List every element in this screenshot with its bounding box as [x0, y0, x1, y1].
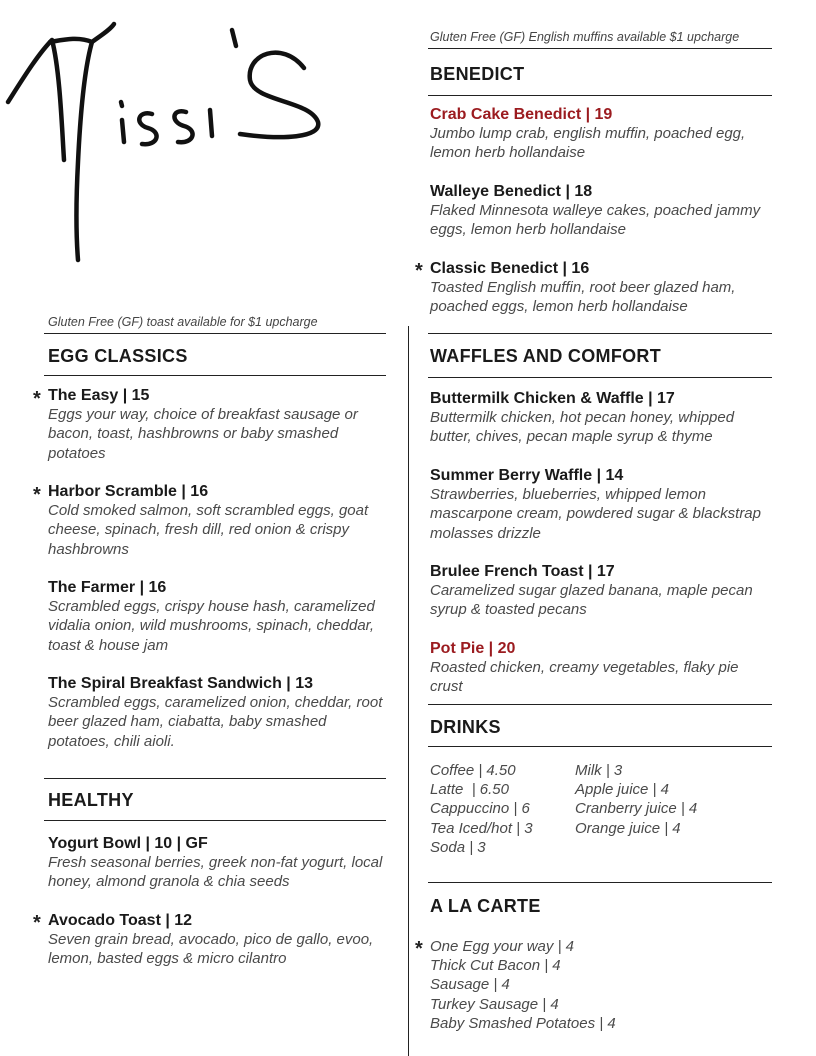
menu-item	[430, 466, 772, 543]
menu-item-title: Yogurt Bowl | 10 | GF	[48, 835, 208, 852]
a-la-carte-list	[430, 937, 616, 1033]
drink-item: Milk | 3	[575, 762, 623, 779]
drink-item: Apple juice | 4	[575, 781, 669, 799]
a-la-carte-item: Sausage | 4	[430, 976, 510, 994]
divider	[44, 333, 386, 334]
menu-item-title: Buttermilk Chicken & Waffle | 17	[430, 390, 675, 407]
menu-item-description: Cold smoked salmon, soft scrambled eggs, goat cheese, spinach, fresh dill, red onion & crispy hashbrowns	[48, 502, 369, 558]
menu-item-description: Toasted English muffin, root beer glazed ham, poached eggs, lemon herb hollandaise	[430, 279, 736, 316]
divider	[44, 778, 386, 779]
menu-item-description: Caramelized sugar glazed banana, maple pecan syrup & toasted pecans	[430, 582, 753, 619]
divider	[44, 820, 386, 821]
drinks-list-left	[430, 761, 533, 857]
menu-item-description: Roasted chicken, creamy vegetables, flaky pie crust	[430, 659, 739, 696]
drinks-list-right	[575, 761, 697, 838]
a-la-carte-item: Baby Smashed Potatoes | 4	[430, 1014, 616, 1032]
menu-item	[48, 386, 386, 463]
menu-item	[430, 182, 772, 240]
menu-item-title: Crab Cake Benedict | 19	[430, 106, 613, 123]
menu-item	[48, 482, 386, 559]
divider	[428, 746, 772, 747]
menu-item	[430, 105, 772, 163]
menu-item	[430, 562, 772, 620]
menu-item-description: Seven grain bread, avocado, pico de gallo, evoo, lemon, basted eggs & micro cilantro	[48, 931, 374, 968]
divider	[428, 333, 772, 334]
section-heading-egg-classics: EGG CLASSICS	[48, 346, 188, 366]
menu-item-description: Flaked Minnesota walleye cakes, poached jammy eggs, lemon herb hollandaise	[430, 202, 761, 239]
menu-item-description: Eggs your way, choice of breakfast sausage or bacon, toast, hashbrowns or baby smashed potatoes	[48, 406, 358, 462]
menu-item	[48, 834, 386, 892]
menu-item	[48, 674, 386, 751]
menu-item-description: Strawberries, blueberries, whipped lemon mascarpone cream, powdered sugar & blackstrap molasses drizzle	[430, 486, 761, 542]
column-divider	[408, 326, 409, 1056]
menu-item	[48, 578, 386, 655]
asterisk-marker: *	[415, 938, 423, 960]
menu-item-description: Scrambled eggs, caramelized onion, cheddar, root beer glazed ham, ciabatta, baby smashed potatoes, chili aioli.	[48, 694, 383, 750]
asterisk-marker: *	[33, 912, 41, 934]
menu-item	[430, 639, 772, 697]
menu-item-description: Buttermilk chicken, hot pecan honey, whipped butter, chives, pecan maple syrup & thyme	[430, 409, 735, 446]
menu-item-title: The Spiral Breakfast Sandwich | 13	[48, 675, 314, 692]
divider	[44, 375, 386, 376]
divider	[428, 704, 772, 705]
asterisk-marker: *	[33, 484, 41, 506]
section-heading-waffles: WAFFLES AND COMFORT	[430, 346, 662, 366]
a-la-carte-item: One Egg your way | 4	[430, 938, 574, 955]
section-heading-drinks: DRINKS	[430, 717, 501, 737]
a-la-carte-item: Thick Cut Bacon | 4	[430, 957, 561, 975]
menu-item-description: Jumbo lump crab, english muffin, poached egg, lemon herb hollandaise	[430, 125, 746, 162]
menu-item-title: Harbor Scramble | 16	[48, 483, 209, 500]
drink-item: Orange juice | 4	[575, 819, 681, 837]
drink-item: Cranberry juice | 4	[575, 800, 698, 818]
drink-item: Soda | 3	[430, 838, 486, 856]
divider	[428, 95, 772, 96]
menu-item-title: Pot Pie | 20	[430, 640, 516, 657]
section-heading-a-la-carte: A LA CARTE	[430, 896, 541, 916]
section-heading-benedict: BENEDICT	[430, 64, 525, 84]
drink-item: Cappuccino | 6	[430, 800, 530, 818]
menu-item-title: The Farmer | 16	[48, 579, 167, 596]
divider	[428, 377, 772, 378]
asterisk-marker: *	[415, 260, 423, 282]
menu-item	[430, 259, 772, 317]
menu-item-title: Walleye Benedict | 18	[430, 183, 593, 200]
menu-item-title: The Easy | 15	[48, 387, 150, 404]
divider	[428, 882, 772, 883]
menu-item-title: Brulee French Toast | 17	[430, 563, 615, 580]
menu-item	[48, 911, 386, 969]
asterisk-marker: *	[33, 388, 41, 410]
section-heading-healthy: HEALTHY	[48, 790, 134, 810]
missis-logo	[0, 10, 330, 270]
menu-item-title: Summer Berry Waffle | 14	[430, 467, 624, 484]
a-la-carte-item: Turkey Sausage | 4	[430, 995, 559, 1013]
menu-item-description: Fresh seasonal berries, greek non-fat yogurt, local honey, almond granola & chia seeds	[48, 854, 383, 891]
divider	[428, 48, 772, 49]
drink-item: Latte | 6.50	[430, 781, 509, 799]
drink-item: Tea Iced/hot | 3	[430, 819, 533, 837]
menu-item-title: Avocado Toast | 12	[48, 912, 193, 929]
menu-item-description: Scrambled eggs, crispy house hash, caramelized vidalia onion, wild mushrooms, spinach, cheddar, toast & house jam	[48, 598, 375, 654]
menu-item-title: Classic Benedict | 16	[430, 260, 590, 277]
gf-toast-note: Gluten Free (GF) toast available for $1 upcharge	[48, 315, 318, 329]
gf-muffin-note: Gluten Free (GF) English muffins available $1 upcharge	[430, 30, 740, 44]
menu-item	[430, 389, 772, 447]
drink-item: Coffee | 4.50	[430, 762, 516, 779]
